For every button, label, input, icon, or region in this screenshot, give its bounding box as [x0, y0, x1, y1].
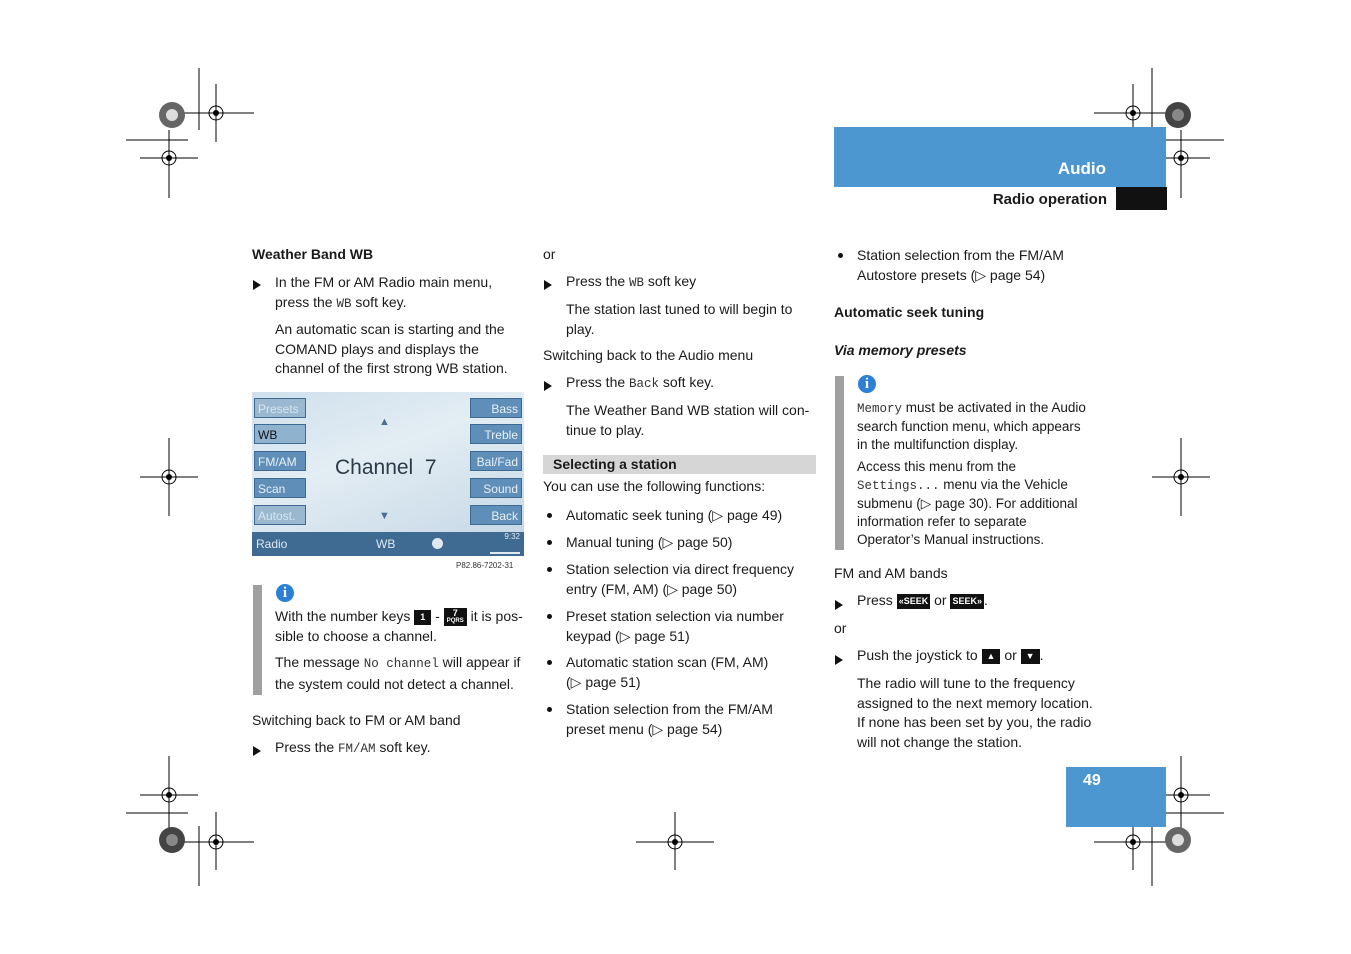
softkey-treble: Treble: [470, 424, 522, 444]
bullet-icon: [547, 707, 552, 712]
softkey-autost: Autost.: [254, 505, 306, 525]
list-item: Automatic station scan (FM, AM) (▷ page 51): [566, 654, 769, 690]
info-icon: i: [858, 375, 876, 393]
channel-display: Channel 7: [335, 456, 437, 479]
radio-display-figure: [252, 392, 524, 556]
bullet-icon: [547, 513, 552, 518]
list-item: Automatic seek tuning (▷ page 49): [566, 507, 783, 523]
status-clock: 9:32: [504, 532, 520, 541]
step-wb-result: An automatic scan is starting and the COMAND plays and displays the channel of the first strong WB station.: [275, 321, 508, 376]
bullet-icon: [547, 660, 552, 665]
bullet-icon: [547, 614, 552, 619]
list-item-autostore: Station selection from the FM/AM Autostore presets (▷ page 54): [857, 247, 1064, 283]
up-arrow-icon: ▲: [379, 416, 390, 428]
softkey-scan: Scan: [254, 478, 306, 498]
softkey-fmam: FM/AM: [254, 451, 306, 471]
fm-am-bands-label: FM and AM bands: [834, 565, 948, 581]
bullet-icon: [547, 567, 552, 572]
seek-up-icon: SEEK»: [950, 594, 984, 609]
step-arrow-icon: [544, 378, 552, 394]
softkey-presets: Presets: [254, 398, 306, 418]
step-arrow-icon: [544, 277, 552, 293]
automatic-seek-heading: Automatic seek tuning: [834, 304, 985, 320]
softkey-wb: WB: [254, 424, 306, 444]
memory-presets-subheading: Via memory presets: [834, 342, 967, 358]
key-1-icon: 1: [414, 610, 431, 625]
or-label: or: [834, 620, 847, 636]
info-number-keys: With the number keys 1 - 7 PQRS it is pos- sible to choose a channel. The message No channel will appear if the system could not detect a channel.: [275, 608, 523, 692]
or-label: or: [543, 246, 556, 262]
functions-intro: You can use the following functions:: [543, 478, 766, 494]
step-press-seek: Press «SEEK or SEEK» .: [857, 592, 988, 608]
subsection-marker: [1116, 187, 1167, 210]
softkey-bass: Bass: [470, 398, 522, 418]
key-7-icon: 7 PQRS: [444, 608, 467, 626]
list-item: Manual tuning (▷ page 50): [566, 534, 733, 550]
step-wb-key-result: The station last tuned to will begin to play.: [566, 301, 793, 337]
page-number: 49: [1083, 772, 1101, 789]
selecting-station-heading: Selecting a station: [553, 456, 677, 472]
section-header: [834, 127, 1166, 187]
softkey-sound: Sound: [470, 478, 522, 498]
step-wb-instruction: In the FM or AM Radio main menu, press the WB soft key.: [275, 274, 493, 311]
joystick-down-icon: ▼: [1021, 649, 1040, 664]
softkey-balfad: Bal/Fad: [470, 451, 522, 471]
bullet-icon: [547, 540, 552, 545]
down-arrow-icon: ▼: [379, 510, 390, 522]
step-back: Press the Back soft key.: [566, 374, 715, 391]
joystick-up-icon: ▲: [982, 649, 1001, 664]
info-bar: [835, 376, 844, 550]
weather-band-heading: Weather Band WB: [252, 246, 374, 262]
bullet-icon: [838, 253, 843, 258]
status-band: WB: [376, 537, 396, 551]
step-arrow-icon: [253, 743, 261, 759]
switch-back-fmam: Switching back to FM or AM band: [252, 712, 461, 728]
section-title: Audio: [1057, 159, 1106, 178]
switch-audio-menu: Switching back to the Audio menu: [543, 347, 754, 363]
info-memory-note: Memory must be activated in the Audio search function menu, which appears in the multifunction display. Access this menu from the Settings... menu via the Vehicle submenu (▷ page 30). For additional information refer to separate Operator’s Manual instructions.: [857, 400, 1086, 547]
info-bar: [253, 585, 262, 695]
step-joystick-result: The radio will tune to the frequency assigned to the next memory location. If none has been set by you, the radio will not change the station.: [857, 675, 1093, 750]
subsection-title: Radio operation: [992, 191, 1107, 208]
list-item: Preset station selection via number keypad (▷ page 51): [566, 608, 784, 644]
step-wb-key: Press the WB soft key: [566, 273, 697, 290]
signal-icon: [490, 544, 520, 554]
step-fmam: Press the FM/AM soft key.: [275, 739, 431, 756]
seek-down-icon: «SEEK: [897, 594, 931, 609]
step-back-result: The Weather Band WB station will con- tinue to play.: [566, 402, 810, 438]
step-arrow-icon: [835, 652, 843, 668]
step-arrow-icon: [253, 277, 261, 293]
status-radio: Radio: [256, 537, 288, 551]
list-item: Station selection via direct frequency entry (FM, AM) (▷ page 50): [566, 561, 795, 597]
disc-icon: [432, 538, 443, 549]
page-number-tab: [1066, 767, 1166, 827]
figure-id: P82.86-7202-31: [456, 561, 514, 570]
selecting-station-heading-bar: [543, 455, 816, 474]
radio-status-bar: [252, 532, 524, 556]
step-arrow-icon: [835, 597, 843, 613]
step-joystick: Push the joystick to ▲ or ▼ .: [857, 647, 1044, 663]
info-icon: i: [276, 584, 294, 602]
softkey-back: Back: [470, 505, 522, 525]
list-item: Station selection from the FM/AM preset menu (▷ page 54): [566, 701, 773, 737]
